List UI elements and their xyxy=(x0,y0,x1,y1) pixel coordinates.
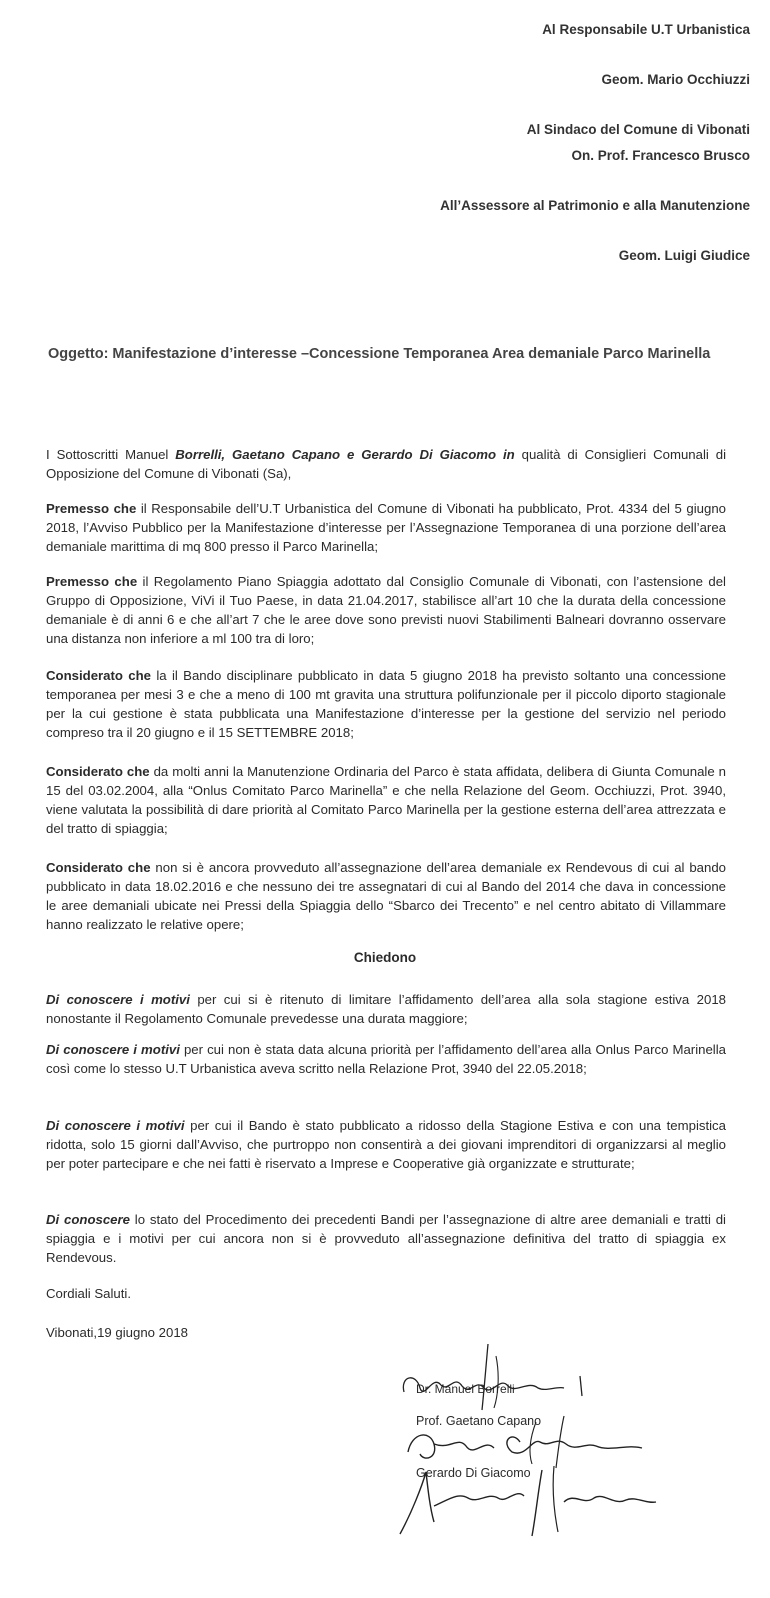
signature-digiacomo-icon xyxy=(392,1462,672,1542)
premise-lead: Considerato che xyxy=(46,668,151,683)
request-lead: Di conoscere xyxy=(46,1212,130,1227)
signatory-name-2: Prof. Gaetano Capano xyxy=(416,1414,542,1428)
intro-text-1: I Sottoscritti Manuel xyxy=(46,447,176,462)
request-paragraph xyxy=(46,1040,726,1078)
intro-paragraph xyxy=(46,445,726,483)
premise-paragraph xyxy=(46,572,726,648)
premise-text: da molti anni la Manutenzione Ordinaria del Parco è stata affidata, delibera di Giunta Comunale n 15 del 03.02.2004, alla “Onlus Comitato Parco Marinella” e che nella Relazione del Geom. Occhiuzzi, Prot. 3940, viene valutata la possibilità di dare priorità al Comitato Parco Marinella per la gestione esterna dell’area attrezzata e del tratto di spiaggia; xyxy=(46,764,726,836)
request-paragraph xyxy=(46,990,726,1028)
intro-names: Borrelli, Gaetano Capano e Gerardo Di Giacomo in xyxy=(175,447,515,462)
closing-greeting: Cordiali Saluti. xyxy=(46,1286,132,1301)
premise-lead: Premesso che xyxy=(46,574,138,589)
request-text: per cui si è ritenuto di limitare l’affidamento dell’area alla sola stagione estiva 2018 nonostante il Regolamento Comunale prevedesse una durata maggiore; xyxy=(46,992,726,1026)
premise-text: la il Bando disciplinare pubblicato in data 5 giugno 2018 ha previsto soltanto una concessione temporanea per mesi 3 e che a meno di 100 mt gravita una struttura polifunzionale per il piccolo diporto stagionale per la cui gestione è stata pubblicata una Manifestazione d’interesse per la gestione del servizio nel periodo compreso tra il 20 giugno e il 15 SETTEMBRE 2018; xyxy=(46,668,726,740)
signatory-name-3: Gerardo Di Giacomo xyxy=(416,1466,531,1480)
premise-text: non si è ancora provveduto all’assegnazione dell’area demaniale ex Rendevous di cui al bando pubblicato in data 18.02.2016 e che nessuno dei tre assegnatari di cui al Bando del 2014 che dava in concessione le aree demaniali ubicate nei Pressi della Spiaggia dello “Sbarco dei Trecento” e nel centro abitato di Villammare hanno realizzato le relative opere; xyxy=(46,860,727,932)
premise-paragraph xyxy=(46,666,726,742)
place-date: Vibonati,19 giugno 2018 xyxy=(46,1325,189,1340)
premise-lead: Considerato che xyxy=(46,860,151,875)
recipient-line-5: All’Assessore al Patrimonio e alla Manutenzione xyxy=(440,198,750,213)
signatory-name-1: Dr. Manuel Borrelli xyxy=(416,1382,515,1396)
request-lead: Di conoscere i motivi xyxy=(46,1042,180,1057)
recipient-line-2: Geom. Mario Occhiuzzi xyxy=(601,72,750,87)
premise-lead: Premesso che xyxy=(46,501,137,516)
premise-lead: Considerato che xyxy=(46,764,150,779)
recipient-line-3: Al Sindaco del Comune di Vibonati xyxy=(526,122,750,137)
signature-borrelli-icon xyxy=(396,1336,596,1416)
request-text: per cui non è stata data alcuna priorità per l’affidamento dell’area alla Onlus Parco Marinella così come lo stesso U.T Urbanistica aveva scritto nella Relazione Prot, 3940 del 22.05.2018; xyxy=(46,1042,726,1076)
intro-text-2: qualità di Consiglieri Comunali di Opposizione del Comune di Vibonati (Sa), xyxy=(46,447,727,481)
request-paragraph xyxy=(46,1116,726,1173)
recipient-line-1: Al Responsabile U.T Urbanistica xyxy=(542,22,750,37)
request-lead: Di conoscere i motivi xyxy=(46,992,190,1007)
request-text: per cui il Bando è stato pubblicato a ridosso della Stagione Estiva e con una tempistica ridotta, solo 15 giorni dall’Avviso, che purtroppo non consentirà a dei giovani imprenditori di organizzarsi al meglio per poter partecipare e che nei fatti è riservato a Imprese e Cooperative già organizzate e strutturate; xyxy=(46,1118,726,1171)
subject-line: Oggetto: Manifestazione d’interesse –Concessione Temporanea Area demaniale Parco Marinella xyxy=(48,346,711,362)
premise-text: il Responsabile dell’U.T Urbanistica del Comune di Vibonati ha pubblicato, Prot. 4334 del 5 giugno 2018, l’Avviso Pubblico per la Manifestazione d’interesse per l’Assegnazione Temporanea di una porzione dell’area demaniale marittima di mq 800 presso il Parco Marinella; xyxy=(46,501,726,554)
premise-paragraph xyxy=(46,499,726,556)
request-paragraph xyxy=(46,1210,726,1267)
premise-paragraph xyxy=(46,858,726,934)
request-text: lo stato del Procedimento dei precedenti Bandi per l’assegnazione di altre aree demaniali e tratti di spiaggia e i motivi per cui ancora non si è provveduto all’assegnazione definitiva del tratto di spiaggia ex Rendevous. xyxy=(46,1212,726,1265)
recipient-line-6: Geom. Luigi Giudice xyxy=(618,248,750,263)
recipient-line-4: On. Prof. Francesco Brusco xyxy=(571,148,750,163)
premise-paragraph xyxy=(46,762,726,838)
request-lead: Di conoscere i motivi xyxy=(46,1118,185,1133)
section-heading: Chiedono xyxy=(353,950,417,965)
premise-text: il Regolamento Piano Spiaggia adottato dal Consiglio Comunale di Vibonati, con l’astensione del Gruppo di Opposizione, ViVi il Tuo Paese, in data 21.04.2017, stabilisce all’art 10 che la durata della concessione demaniale è di anni 6 e che all’art 7 che le aree dove sono previsti nuovi Stabilimenti Balneari dovranno osservare una distanza non inferiore a ml 100 tra di loro; xyxy=(46,574,726,646)
